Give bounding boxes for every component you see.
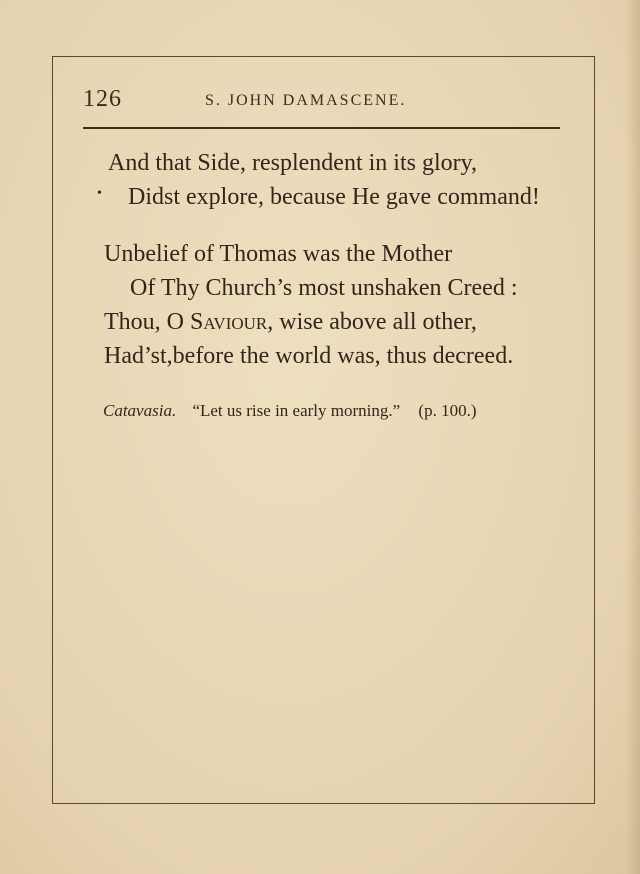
page-number: 126 bbox=[83, 86, 122, 112]
stanza-2-line-3-end: , wise above all other, bbox=[267, 309, 477, 335]
note-label: Catavasia. bbox=[103, 401, 177, 420]
stanza-1-line-1: And that Side, resplendent in its glory, bbox=[108, 150, 478, 176]
running-title: S. JOHN DAMASCENE. bbox=[205, 92, 407, 109]
header-rule bbox=[83, 127, 560, 129]
bullet-mark: • bbox=[97, 186, 102, 201]
note-reference: (p. 100.) bbox=[418, 401, 477, 420]
stanza-2-line-3 bbox=[104, 309, 477, 336]
page-edge-shadow bbox=[626, 0, 640, 874]
stanza-2-line-2: Of Thy Church’s most unshaken Creed : bbox=[130, 275, 518, 301]
stanza-2-line-1: Unbelief of Thomas was the Mother bbox=[104, 241, 453, 267]
note-quote: “Let us rise in early morning.” bbox=[192, 401, 401, 420]
stanza-2-line-3-start: Thou, O bbox=[104, 309, 190, 335]
saviour-small-caps: Saviour bbox=[190, 309, 268, 335]
catavasia-note bbox=[103, 401, 477, 421]
stanza-1-line-2: Didst explore, because He gave command! bbox=[128, 184, 540, 210]
stanza-2-line-4: Had’st,before the world was, thus decreed. bbox=[104, 343, 514, 369]
